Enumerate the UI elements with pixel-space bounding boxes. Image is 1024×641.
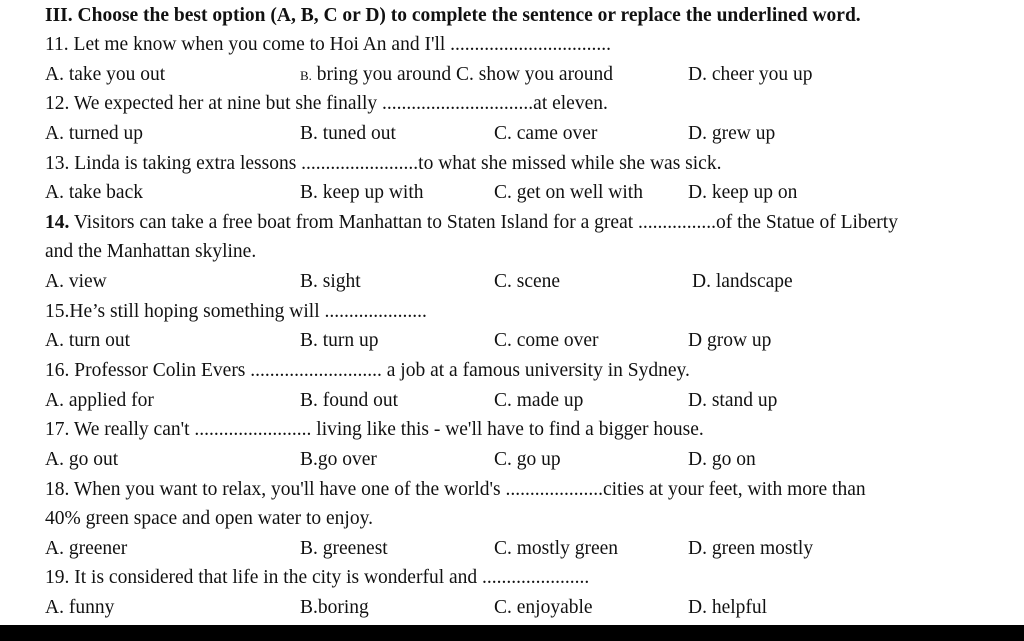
question-18-line2: 40% green space and open water to enjoy. (45, 508, 373, 529)
q15-option-b: B. turn up (300, 330, 379, 351)
q18-option-b: B. greenest (300, 538, 388, 559)
q16-option-d: D. stand up (688, 390, 778, 411)
q13-option-a: A. take back (45, 182, 143, 203)
q11-option-b-letter: B. (300, 68, 312, 83)
question-14 (45, 211, 898, 235)
q18-option-a: A. greener (45, 538, 128, 559)
q12-option-c: C. came over (494, 123, 598, 144)
question-12: 12. We expected her at nine but she finally ...............................at eleven. (45, 93, 608, 114)
q12-option-b: B. tuned out (300, 123, 396, 144)
question-17: 17. We really can't ........................ living like this - we'll have to find a bigger house. (45, 419, 704, 440)
q13-option-b: B. keep up with (300, 182, 424, 203)
q18-option-d: D. green mostly (688, 538, 814, 559)
q14-option-c: C. scene (494, 271, 561, 292)
q12-option-a: A. turned up (45, 123, 144, 144)
question-13: 13. Linda is taking extra lessons ........................to what she missed while she was sick. (45, 153, 722, 174)
q17-option-a: A. go out (45, 449, 119, 470)
q14-option-a: A. view (45, 271, 107, 292)
q16-option-c: C. made up (494, 390, 584, 411)
q12-option-d: D. grew up (688, 123, 776, 144)
q13-option-d: D. keep up on (688, 182, 798, 203)
q11-option-d: D. cheer you up (688, 64, 813, 85)
q17-option-b: B.go over (300, 449, 377, 470)
q18-option-c: C. mostly green (494, 538, 619, 559)
q15-option-d: D grow up (688, 330, 772, 351)
q19-option-c: C. enjoyable (494, 597, 593, 618)
q11-option-b-c-text: bring you around C. show you around (316, 64, 614, 85)
q16-option-a: A. applied for (45, 390, 154, 411)
q19-option-a: A. funny (45, 597, 115, 618)
question-19: 19. It is considered that life in the city is wonderful and ...................... (45, 567, 590, 588)
q15-option-a: A. turn out (45, 330, 131, 351)
q17-option-d: D. go on (688, 449, 756, 470)
bottom-black-bar (0, 625, 1024, 641)
q19-option-b: B.boring (300, 597, 369, 618)
q11-option-b-c (300, 63, 613, 88)
question-16: 16. Professor Colin Evers ........................... a job at a famous university in Sydney. (45, 360, 690, 381)
q13-option-c: C. get on well with (494, 182, 643, 203)
q15-option-c: C. come over (494, 330, 599, 351)
q17-option-c: C. go up (494, 449, 561, 470)
question-14-number: 14. (45, 212, 70, 233)
q19-option-d: D. helpful (688, 597, 768, 618)
q11-option-a: A. take you out (45, 64, 166, 85)
q14-option-d: D. landscape (692, 271, 793, 292)
section-heading: III. Choose the best option (A, B, C or D) to complete the sentence or replace the underlined word. (45, 5, 861, 26)
q16-option-b: B. found out (300, 390, 399, 411)
question-14-line2: and the Manhattan skyline. (45, 241, 257, 262)
question-11: 11. Let me know when you come to Hoi An and I'll ................................. (45, 34, 612, 55)
question-18: 18. When you want to relax, you'll have one of the world's ....................cities at your feet, with more than (45, 479, 866, 500)
question-15: 15.He’s still hoping something will ..................... (45, 301, 427, 322)
question-14-text: Visitors can take a free boat from Manhattan to Staten Island for a great ................of the Statue of Liberty (69, 212, 898, 233)
q14-option-b: B. sight (300, 271, 361, 292)
